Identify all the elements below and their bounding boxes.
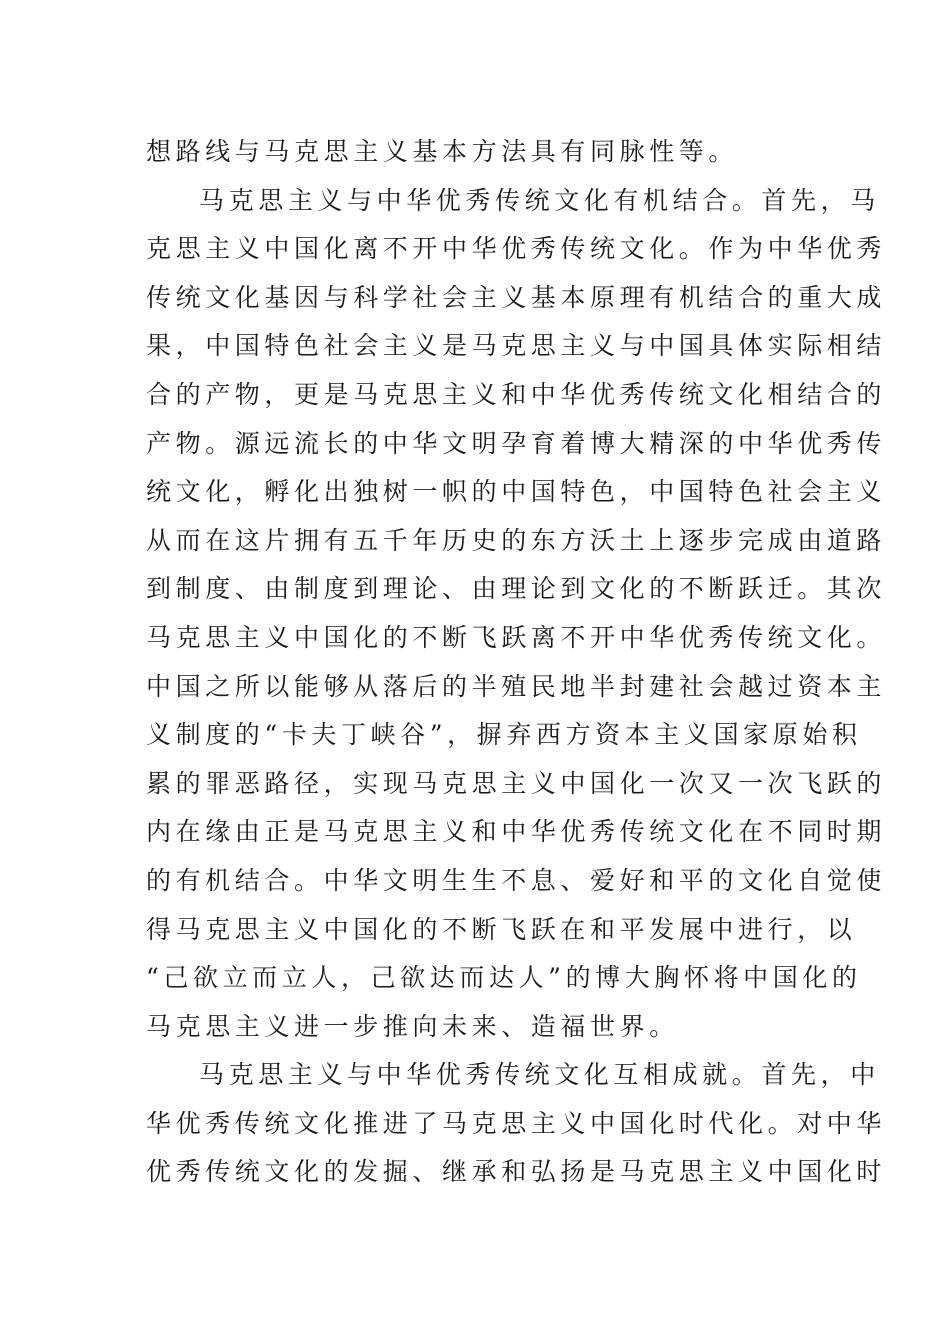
text-line: 到制度、由制度到理论、由理论到文化的不断跃迁。其次 xyxy=(146,574,887,604)
text-line: 果，中国特色社会主义是马克思主义与中国具体实际相结 xyxy=(146,331,887,361)
text-line: “己欲立而立人，己欲达而达人”的博大胸怀将中国化的 xyxy=(146,963,862,993)
paragraph-first-line: 马克思主义与中华优秀传统文化互相成就。首先，中 xyxy=(199,1060,880,1090)
text-line: 产物。源远流长的中华文明孕育着博大精深的中华优秀传 xyxy=(146,428,887,458)
text-line: 内在缘由正是马克思主义和中华优秀传统文化在不同时期 xyxy=(146,817,887,847)
text-line: 克思主义中国化离不开中华优秀传统文化。作为中华优秀 xyxy=(146,234,887,264)
text-line: 马克思主义中国化的不断飞跃离不开中华优秀传统文化。 xyxy=(146,622,887,652)
paragraph-first-line: 马克思主义与中华优秀传统文化有机结合。首先，马 xyxy=(199,185,880,215)
text-line: 中国之所以能够从落后的半殖民地半封建社会越过资本主 xyxy=(146,671,887,701)
text-line: 统文化，孵化出独树一帜的中国特色，中国特色社会主义 xyxy=(146,477,887,507)
body-text xyxy=(146,128,887,1197)
text-line: 义制度的“卡夫丁峡谷”，摒弃西方资本主义国家原始积 xyxy=(146,720,862,750)
text-line: 马克思主义进一步推向未来、造福世界。 xyxy=(146,1011,679,1041)
text-line: 合的产物，更是马克思主义和中华优秀传统文化相结合的 xyxy=(146,379,887,409)
text-line: 得马克思主义中国化的不断飞跃在和平发展中进行，以 xyxy=(146,914,857,944)
text-line: 传统文化基因与科学社会主义基本原理有机结合的重大成 xyxy=(146,282,887,312)
text-line: 的有机结合。中华文明生生不息、爱好和平的文化自觉使 xyxy=(146,865,887,895)
text-line: 累的罪恶路径，实现马克思主义中国化一次又一次飞跃的 xyxy=(146,768,887,798)
text-line: 优秀传统文化的发掘、继承和弘扬是马克思主义中国化时 xyxy=(146,1157,887,1187)
text-line: 想路线与马克思主义基本方法具有同脉性等。 xyxy=(146,137,739,166)
text-line: 华优秀传统文化推进了马克思主义中国化时代化。对中华 xyxy=(146,1108,887,1138)
text-line: 从而在这片拥有五千年历史的东方沃土上逐步完成由道路 xyxy=(146,525,887,555)
